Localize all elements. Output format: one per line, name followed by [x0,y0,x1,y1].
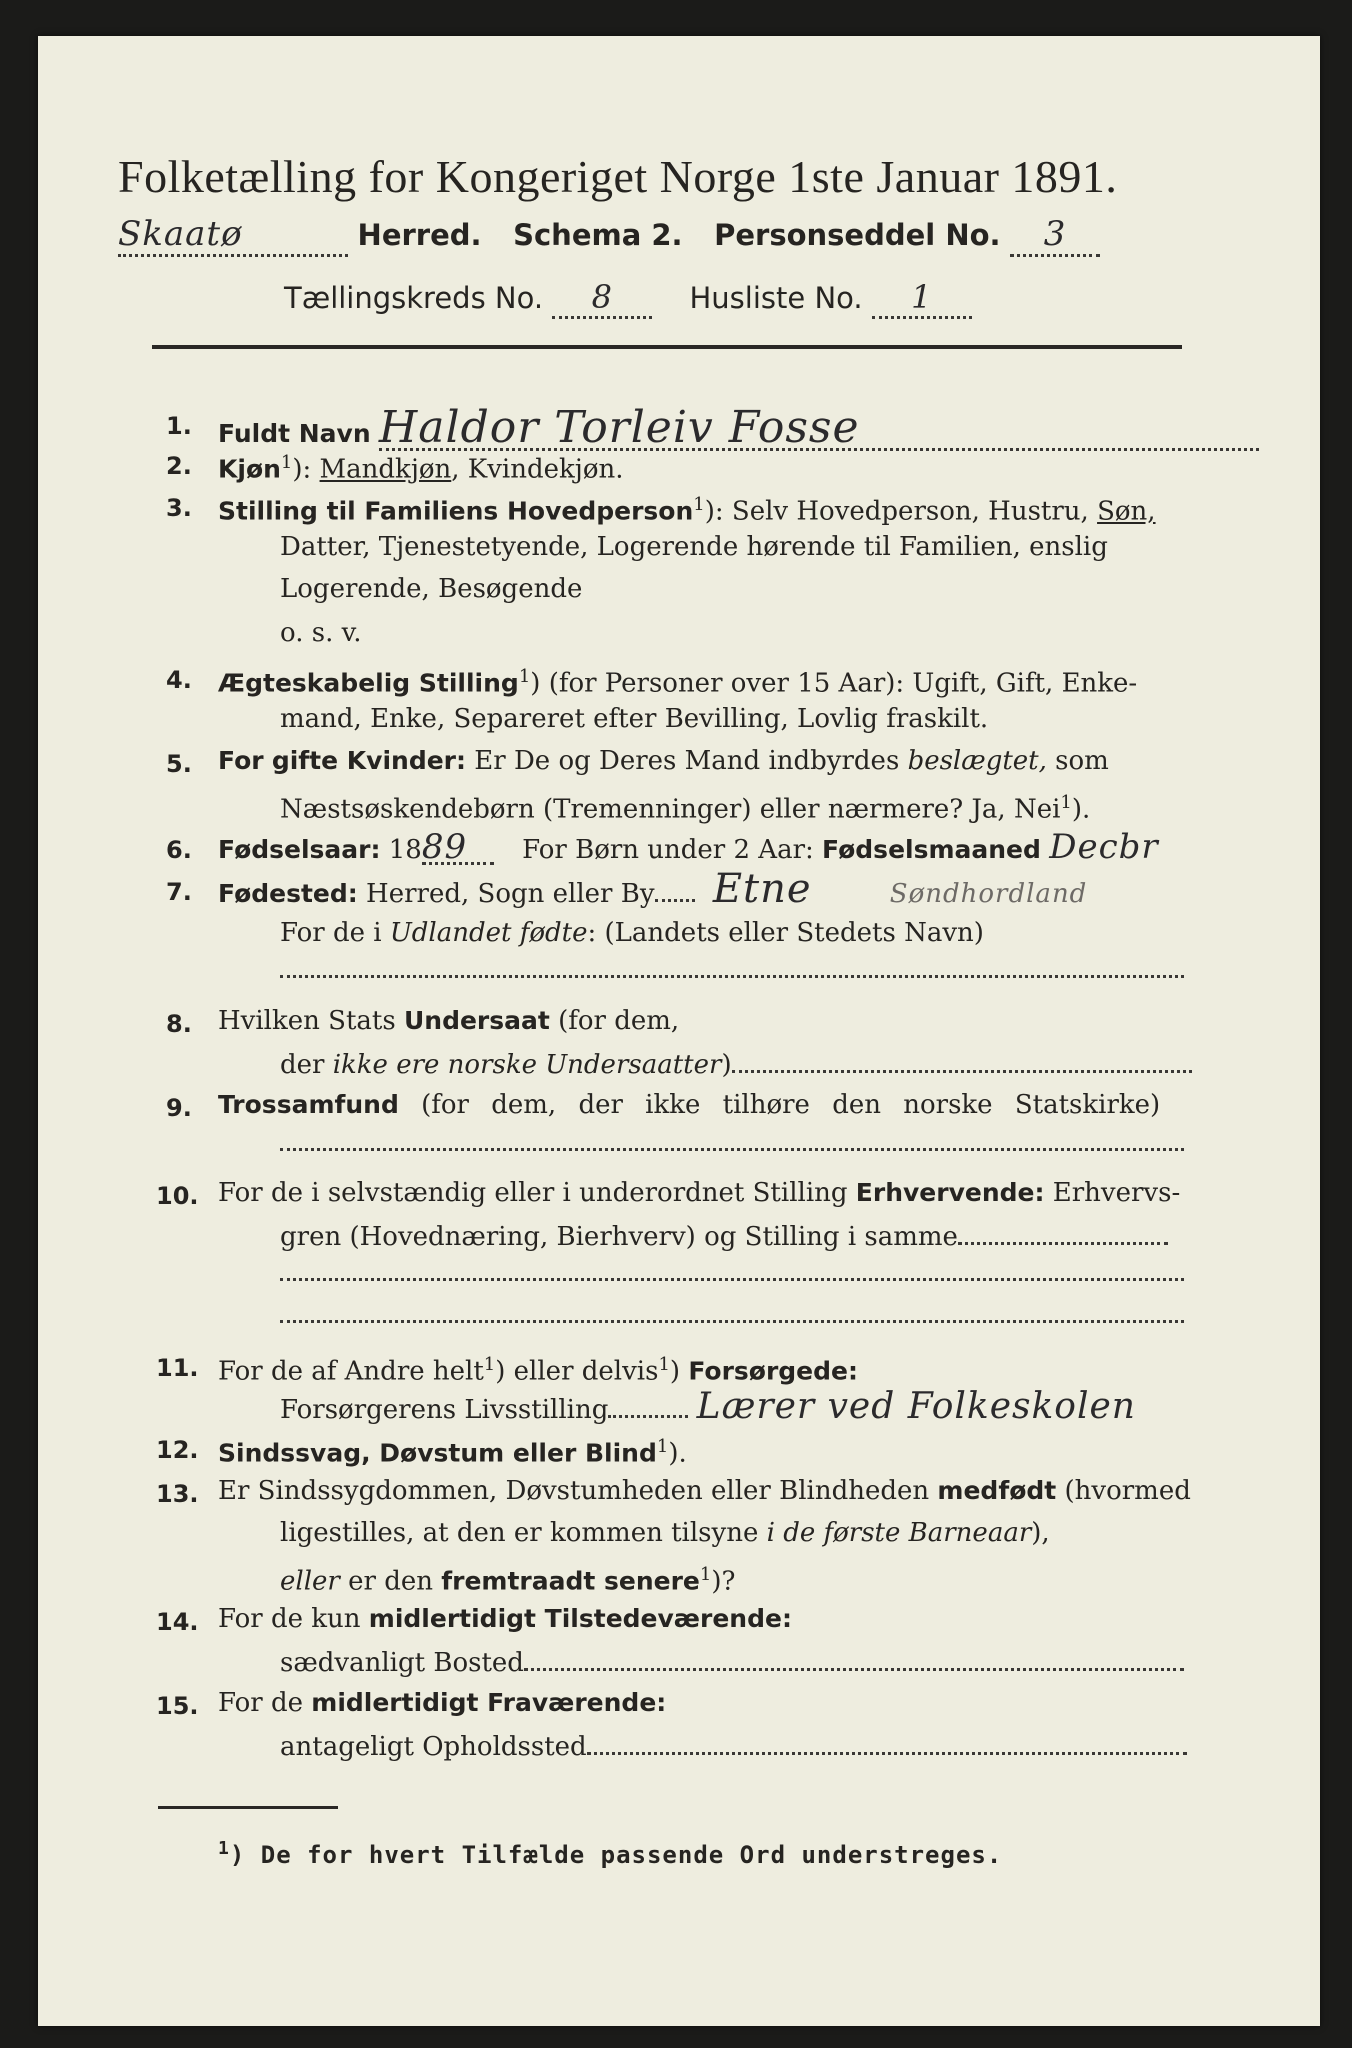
q8-answer-line [732,1048,1192,1073]
schema-label: Schema 2. [513,218,683,252]
q15-line2 [280,1730,1187,1762]
q5-text-end: som [1055,746,1109,776]
q5-line2-end: ). [1071,794,1091,825]
q9-text: (for dem, der ikke tilhøre den norske Statskirke) [421,1090,1161,1120]
q15-line2-text: antageligt Opholdssted [280,1732,587,1762]
husliste-label: Husliste No. [689,281,863,315]
q12-row [218,1432,687,1469]
q15-label: midlertidigt Fraværende: [311,1688,667,1717]
q13-line3-end: )? [711,1566,736,1597]
q13-line3-italic: eller [280,1566,340,1597]
herred-value: Skaatø [118,214,348,257]
q6-month-label: Fødselsmaaned [822,835,1041,864]
q14-row [218,1604,792,1634]
q10-answer-line2 [280,1278,1184,1281]
q11-line2 [280,1386,1136,1427]
q10-text: For de i selvstændig eller i underordnet Stilling [218,1178,848,1208]
q8-line2-italic: ikke ere norske Undersaatter [332,1050,722,1080]
q1-row [218,402,1259,453]
q8-text: Hvilken Stats [218,1006,396,1036]
q2-option-mandkjon: Mandkjøn [319,454,452,485]
q14-line2-text: sædvanligt Bosted [280,1648,524,1678]
q5-text-italic: beslægtet, [907,746,1047,776]
q2-footnote-mark: 1 [280,452,293,473]
q7-line2-italic: Udlandet [389,918,512,948]
q10-row [218,1178,1180,1208]
q9-row [218,1090,1160,1120]
q13-row [218,1476,1191,1506]
q15-number: 15. [156,1692,199,1720]
q6-row [218,827,1159,867]
kreds-value: 8 [552,278,652,319]
q2-option-kvindekjon: , Kvindekjøn. [451,454,624,485]
q6-year-prefix: 18 [388,835,422,865]
q6-text: For Børn under 2 Aar: [522,835,814,865]
footnote [218,1834,1002,1870]
q3-row [218,490,1156,527]
q5-line2-text: Næstsøskendebørn (Tremenninger) eller nærmere? Ja, Nei [280,794,1061,825]
q4-line2: mand, Enke, Separeret efter Bevilling, Lovlig fraskilt. [280,704,989,734]
q7-answer-line [280,975,1184,978]
header-divider [152,345,1182,349]
herred-label: Herred. [357,218,482,252]
q3-selected-son: Søn, [1097,496,1156,527]
q10-answer-line [958,1220,1168,1245]
q13-line3-text: er den [348,1566,433,1597]
q7-dots [655,877,695,902]
q8-line2-end: ) [721,1050,732,1080]
q6-number: 6. [166,836,192,864]
q2-text: ): [292,454,312,485]
q1-value: Haldor Torleiv Fosse [379,408,1259,451]
q11-text-c: ) [669,1356,681,1387]
q12-number: 12. [156,1436,199,1464]
q1-label: Fuldt Navn [218,419,371,448]
q11-row [218,1350,858,1387]
q15-text: For de [218,1688,303,1718]
q10-label: Erhvervende: [855,1178,1045,1207]
q2-label: Kjøn [218,454,281,484]
q9-answer-line [280,1148,1184,1151]
q8-line2 [280,1048,1192,1080]
q14-text: For de kun [218,1604,361,1634]
q4-footnote-mark: 1 [518,666,531,687]
personseddel-value: 3 [1010,214,1100,257]
q7-value-region: Søndhordland [889,879,1088,909]
q11-footnote-mark: 1 [483,1354,496,1375]
q3-number: 3. [166,494,192,522]
q4-text: ) (for Personer over 15 Aar): Ugift, Gift, Enke- [530,668,1138,699]
q8-label: Undersaat [403,1006,550,1035]
q13-text: Er Sindssygdommen, Døvstumheden eller Blindheden [218,1476,930,1506]
footnote-mark: 1 [218,1838,230,1859]
q1-number: 1. [166,412,192,440]
q10-text-end: Erhvervs- [1052,1178,1181,1208]
q14-label: midlertidigt Tilstedeværende: [368,1604,792,1633]
q8-line2-text: der [280,1050,325,1080]
q7-label: Fødested: [218,879,358,908]
q7-line2-italic2: fødte [519,918,588,948]
q11-text: For de af Andre helt [218,1356,484,1387]
q3-line2: Datter, Tjenestetyende, Logerende hørende til Familien, enslig [280,532,1108,562]
q7-number: 7. [166,878,192,906]
q7-line2 [280,918,984,948]
q11-footnote-mark-2: 1 [658,1354,670,1375]
q4-label: Ægteskabelig Stilling [218,668,519,698]
q5-row [218,746,1109,776]
q11-text-b: ) eller delvis [495,1356,659,1387]
q10-line2 [280,1220,1168,1252]
q13-line2-end: ), [1031,1518,1050,1548]
q4-row [218,662,1137,699]
q11-value: Lærer ved Folkeskolen [696,1386,1136,1427]
q13-text-end: (hvormed [1064,1476,1191,1506]
q13-label: medfødt [937,1476,1057,1505]
q2-number: 2. [166,452,192,480]
q12-label: Sindssvag, Døvstum eller Blind [218,1438,657,1468]
q5-label: gifte Kvinder: [271,746,467,775]
footnote-divider [158,1806,338,1809]
q14-number: 14. [156,1608,199,1636]
q5-text: Er De og Deres Mand indbyrdes [474,746,900,776]
herred-row [118,214,1100,257]
kreds-label: Tællingskreds No. [284,281,544,315]
q12-end: ). [668,1438,687,1469]
husliste-value: 1 [872,278,972,319]
q14-line2 [280,1646,1184,1678]
q2-row [218,448,624,485]
personseddel-label: Personseddel No. [714,218,1001,252]
q7-line2-text: For de i [280,918,382,948]
q3-footnote-mark: 1 [693,494,705,515]
q8-number: 8. [166,1010,192,1038]
q13-line2-text: ligestilles, at den er kommen tilsyne [280,1518,759,1548]
q9-number: 9. [166,1094,192,1122]
q4-number: 4. [166,666,192,694]
q5-footnote-mark: 1 [1060,792,1072,813]
q3-line4: o. s. v. [280,618,362,648]
q3-label: Stilling til Familiens Hovedperson [218,496,694,526]
q6-year-value: 89 [422,832,494,865]
q6-month-value: Decbr [1049,827,1159,867]
q3-line3: Logerende, Besøgende [280,574,583,604]
q7-text: Herred, Sogn eller By [366,879,655,909]
q13-footnote-mark: 1 [699,1564,712,1585]
q10-number: 10. [156,1182,199,1210]
q14-answer-line [524,1646,1184,1671]
q15-row [218,1688,666,1718]
q10-answer-line3 [280,1320,1184,1323]
q6-label: Fødselsaar: [218,835,381,864]
q8-text-end: (for dem, [558,1006,680,1036]
q11-line2-text: Forsørgerens Livsstilling [280,1395,609,1425]
q9-label: Trossamfund [218,1090,399,1119]
footnote-text: ) De for hvert Tilfælde passende Ord understreges. [229,1841,1003,1869]
q15-answer-line [587,1730,1187,1755]
q7-row [218,866,1088,912]
form-title: Folketælling for Kongeriget Norge 1ste Januar 1891. [118,151,1118,202]
q13-line2-italic: i de første Barneaar [766,1518,1032,1548]
q13-line3-label: fremtraadt senere [441,1566,700,1596]
q5-line2 [280,788,1090,825]
q3-text: ): Selv Hovedperson, Hustru, [704,496,1089,527]
q5-label-for: For [218,746,264,775]
q7-line2-end: : (Landets eller Stedets Navn) [587,918,984,948]
q10-line2-text: gren (Hovednæring, Bierhverv) og Stilling i samme [280,1222,958,1252]
kreds-row [284,278,972,319]
q5-number: 5. [166,750,192,778]
q11-dots [608,1393,688,1418]
q13-line2 [280,1518,1050,1548]
q11-label: Forsørgede: [688,1356,858,1386]
q13-number: 13. [156,1480,199,1508]
q12-footnote-mark: 1 [656,1436,669,1457]
q8-row [218,1006,679,1036]
q13-line3 [280,1560,735,1597]
q7-value: Etne [712,866,812,912]
q11-number: 11. [156,1354,199,1382]
